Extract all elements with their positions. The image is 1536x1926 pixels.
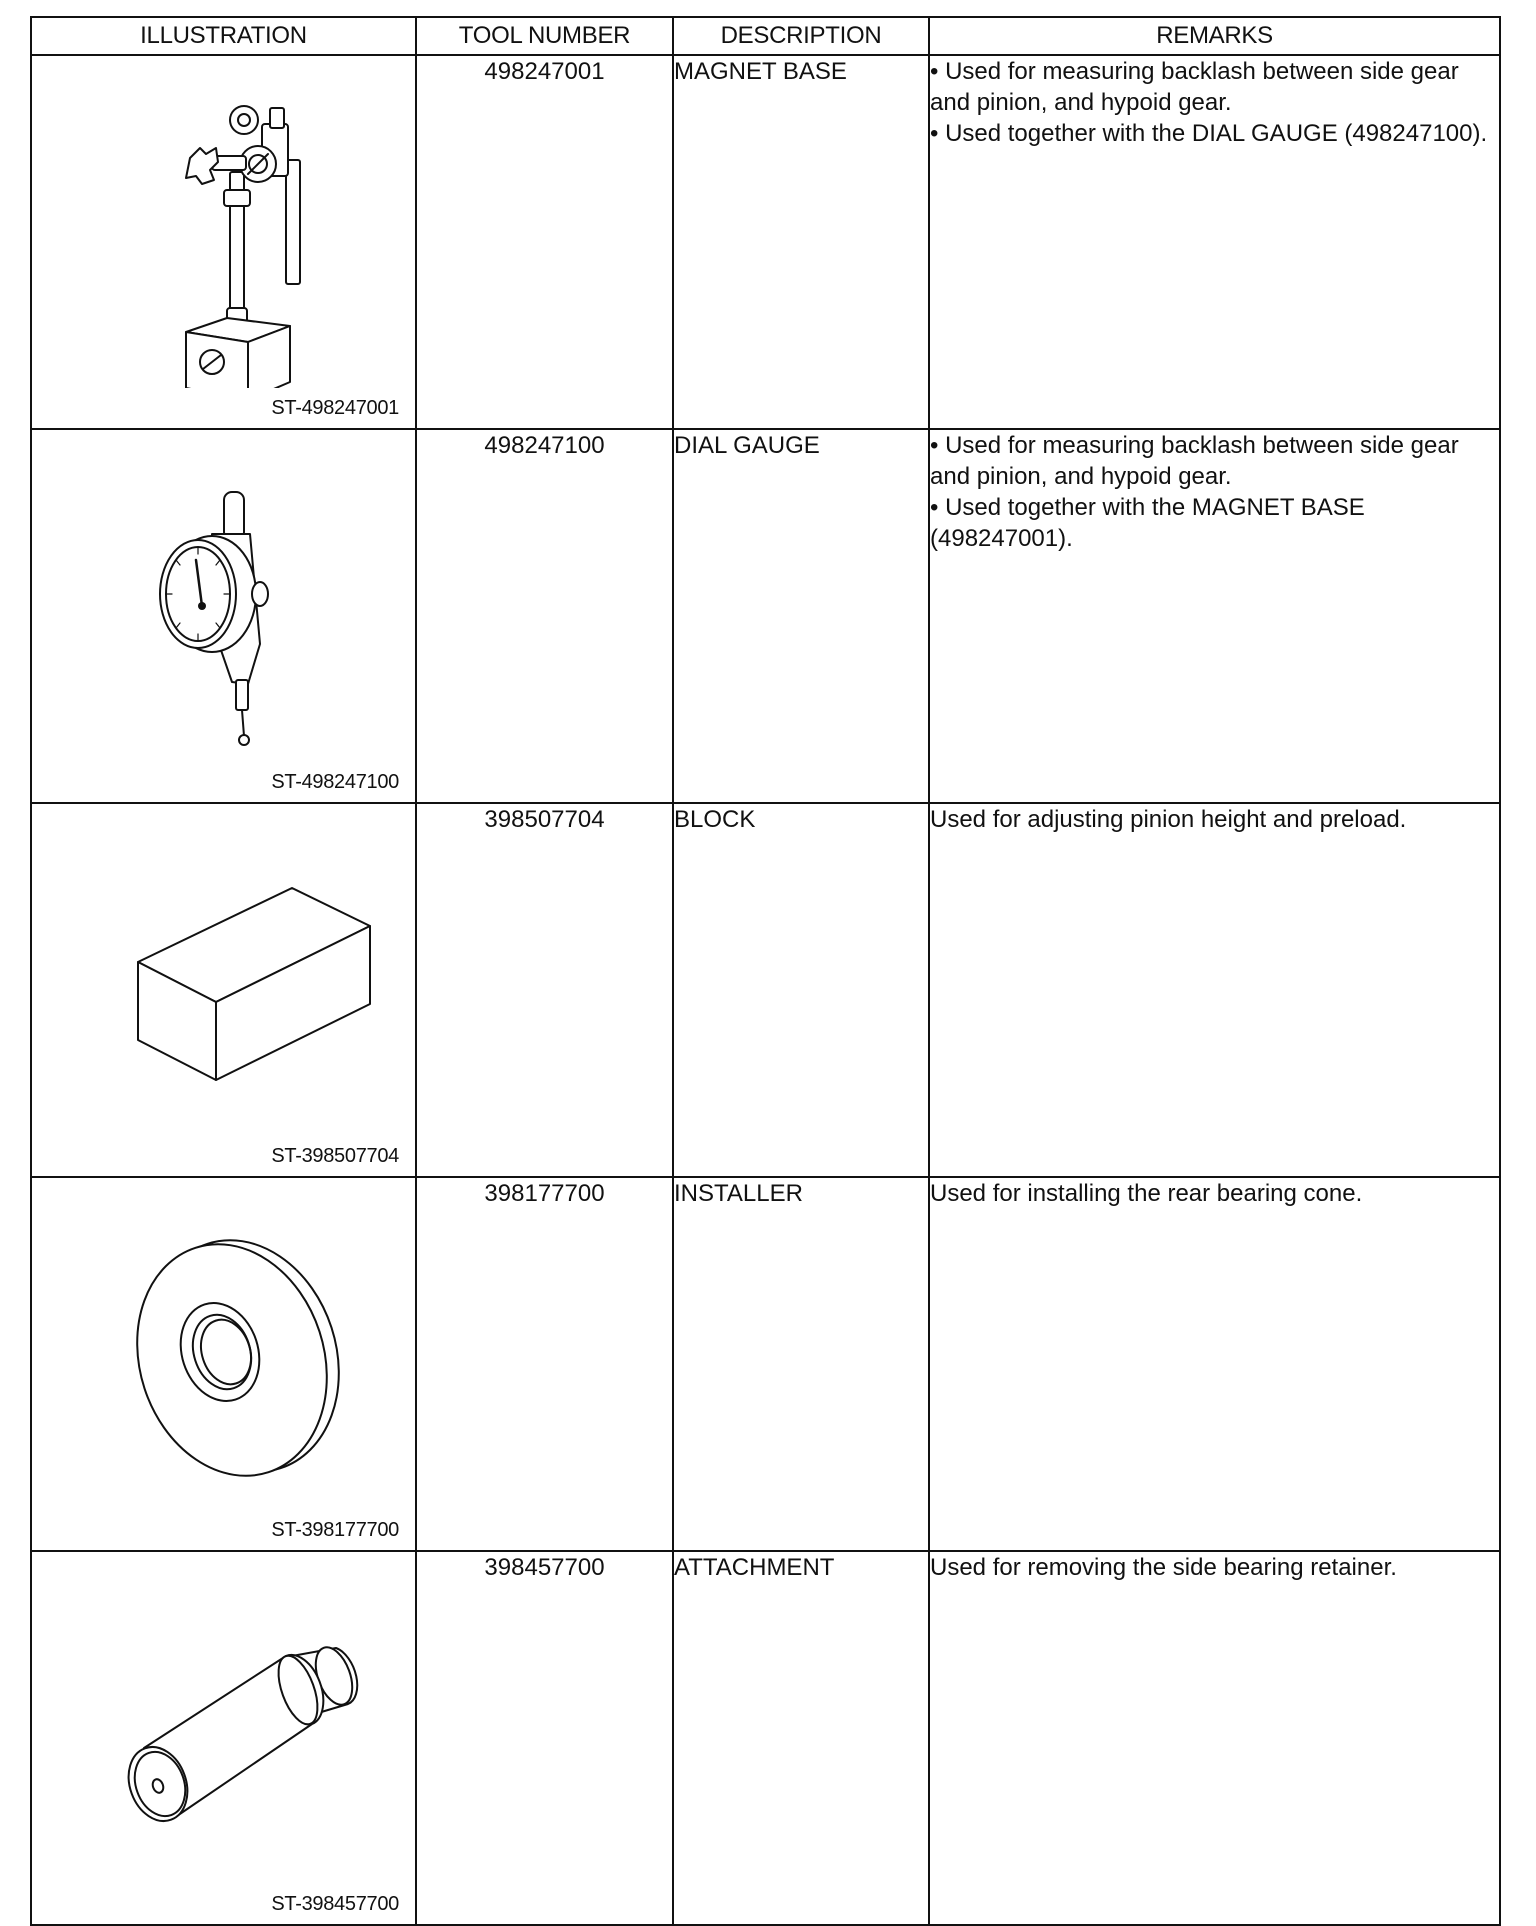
table-row-installer: [31, 1177, 1500, 1551]
tool-number: 498247001: [416, 55, 673, 429]
illustration-cell: [31, 803, 416, 1177]
illustration-cell: [31, 1551, 416, 1925]
magnet-base-icon: [72, 70, 377, 388]
header-illustration: ILLUSTRATION: [31, 17, 416, 55]
dial-gauge-icon: [72, 444, 377, 762]
tool-number: 398177700: [416, 1177, 673, 1551]
illustration-caption: ST-498247001: [271, 397, 399, 419]
attachment-icon: [72, 1566, 377, 1884]
tool-remarks: [929, 429, 1500, 803]
tool-remarks: [929, 803, 1500, 1177]
illustration-caption: ST-398177700: [271, 1519, 399, 1541]
remark-line: • Used together with the MAGNET BASE (498247001).: [930, 494, 1365, 552]
tool-description: ATTACHMENT: [673, 1551, 929, 1925]
remark-line: • Used together with the DIAL GAUGE (498247100).: [930, 120, 1488, 147]
remark-line: • Used for measuring backlash between side gear and pinion, and hypoid gear.: [930, 432, 1459, 490]
table-row-dial-gauge: [31, 429, 1500, 803]
installer-icon: [72, 1192, 377, 1510]
header-tool-number: TOOL NUMBER: [416, 17, 673, 55]
tool-number: 398457700: [416, 1551, 673, 1925]
tool-description: MAGNET BASE: [673, 55, 929, 429]
remark-line: Used for installing the rear bearing cone.: [930, 1180, 1363, 1207]
illustration-cell: [31, 1177, 416, 1551]
block-icon: [72, 818, 377, 1136]
tool-description: BLOCK: [673, 803, 929, 1177]
tool-number: 398507704: [416, 803, 673, 1177]
tool-remarks: [929, 1551, 1500, 1925]
remark-line: • Used for measuring backlash between side gear and pinion, and hypoid gear.: [930, 58, 1459, 116]
special-tools-table: [30, 16, 1501, 1926]
remark-line: Used for adjusting pinion height and preload.: [930, 806, 1407, 833]
tool-remarks: [929, 55, 1500, 429]
tool-description: DIAL GAUGE: [673, 429, 929, 803]
table-row-block: [31, 803, 1500, 1177]
tool-number: 498247100: [416, 429, 673, 803]
table-row-attachment: [31, 1551, 1500, 1925]
header-remarks: REMARKS: [929, 17, 1500, 55]
illustration-cell: [31, 55, 416, 429]
tool-description: INSTALLER: [673, 1177, 929, 1551]
illustration-caption: ST-498247100: [271, 771, 399, 793]
table-header-row: [31, 17, 1500, 55]
illustration-caption: ST-398457700: [271, 1893, 399, 1915]
table-row-magnet-base: [31, 55, 1500, 429]
header-description: DESCRIPTION: [673, 17, 929, 55]
tool-remarks: [929, 1177, 1500, 1551]
illustration-caption: ST-398507704: [271, 1145, 399, 1167]
illustration-cell: [31, 429, 416, 803]
remark-line: Used for removing the side bearing retainer.: [930, 1554, 1397, 1581]
